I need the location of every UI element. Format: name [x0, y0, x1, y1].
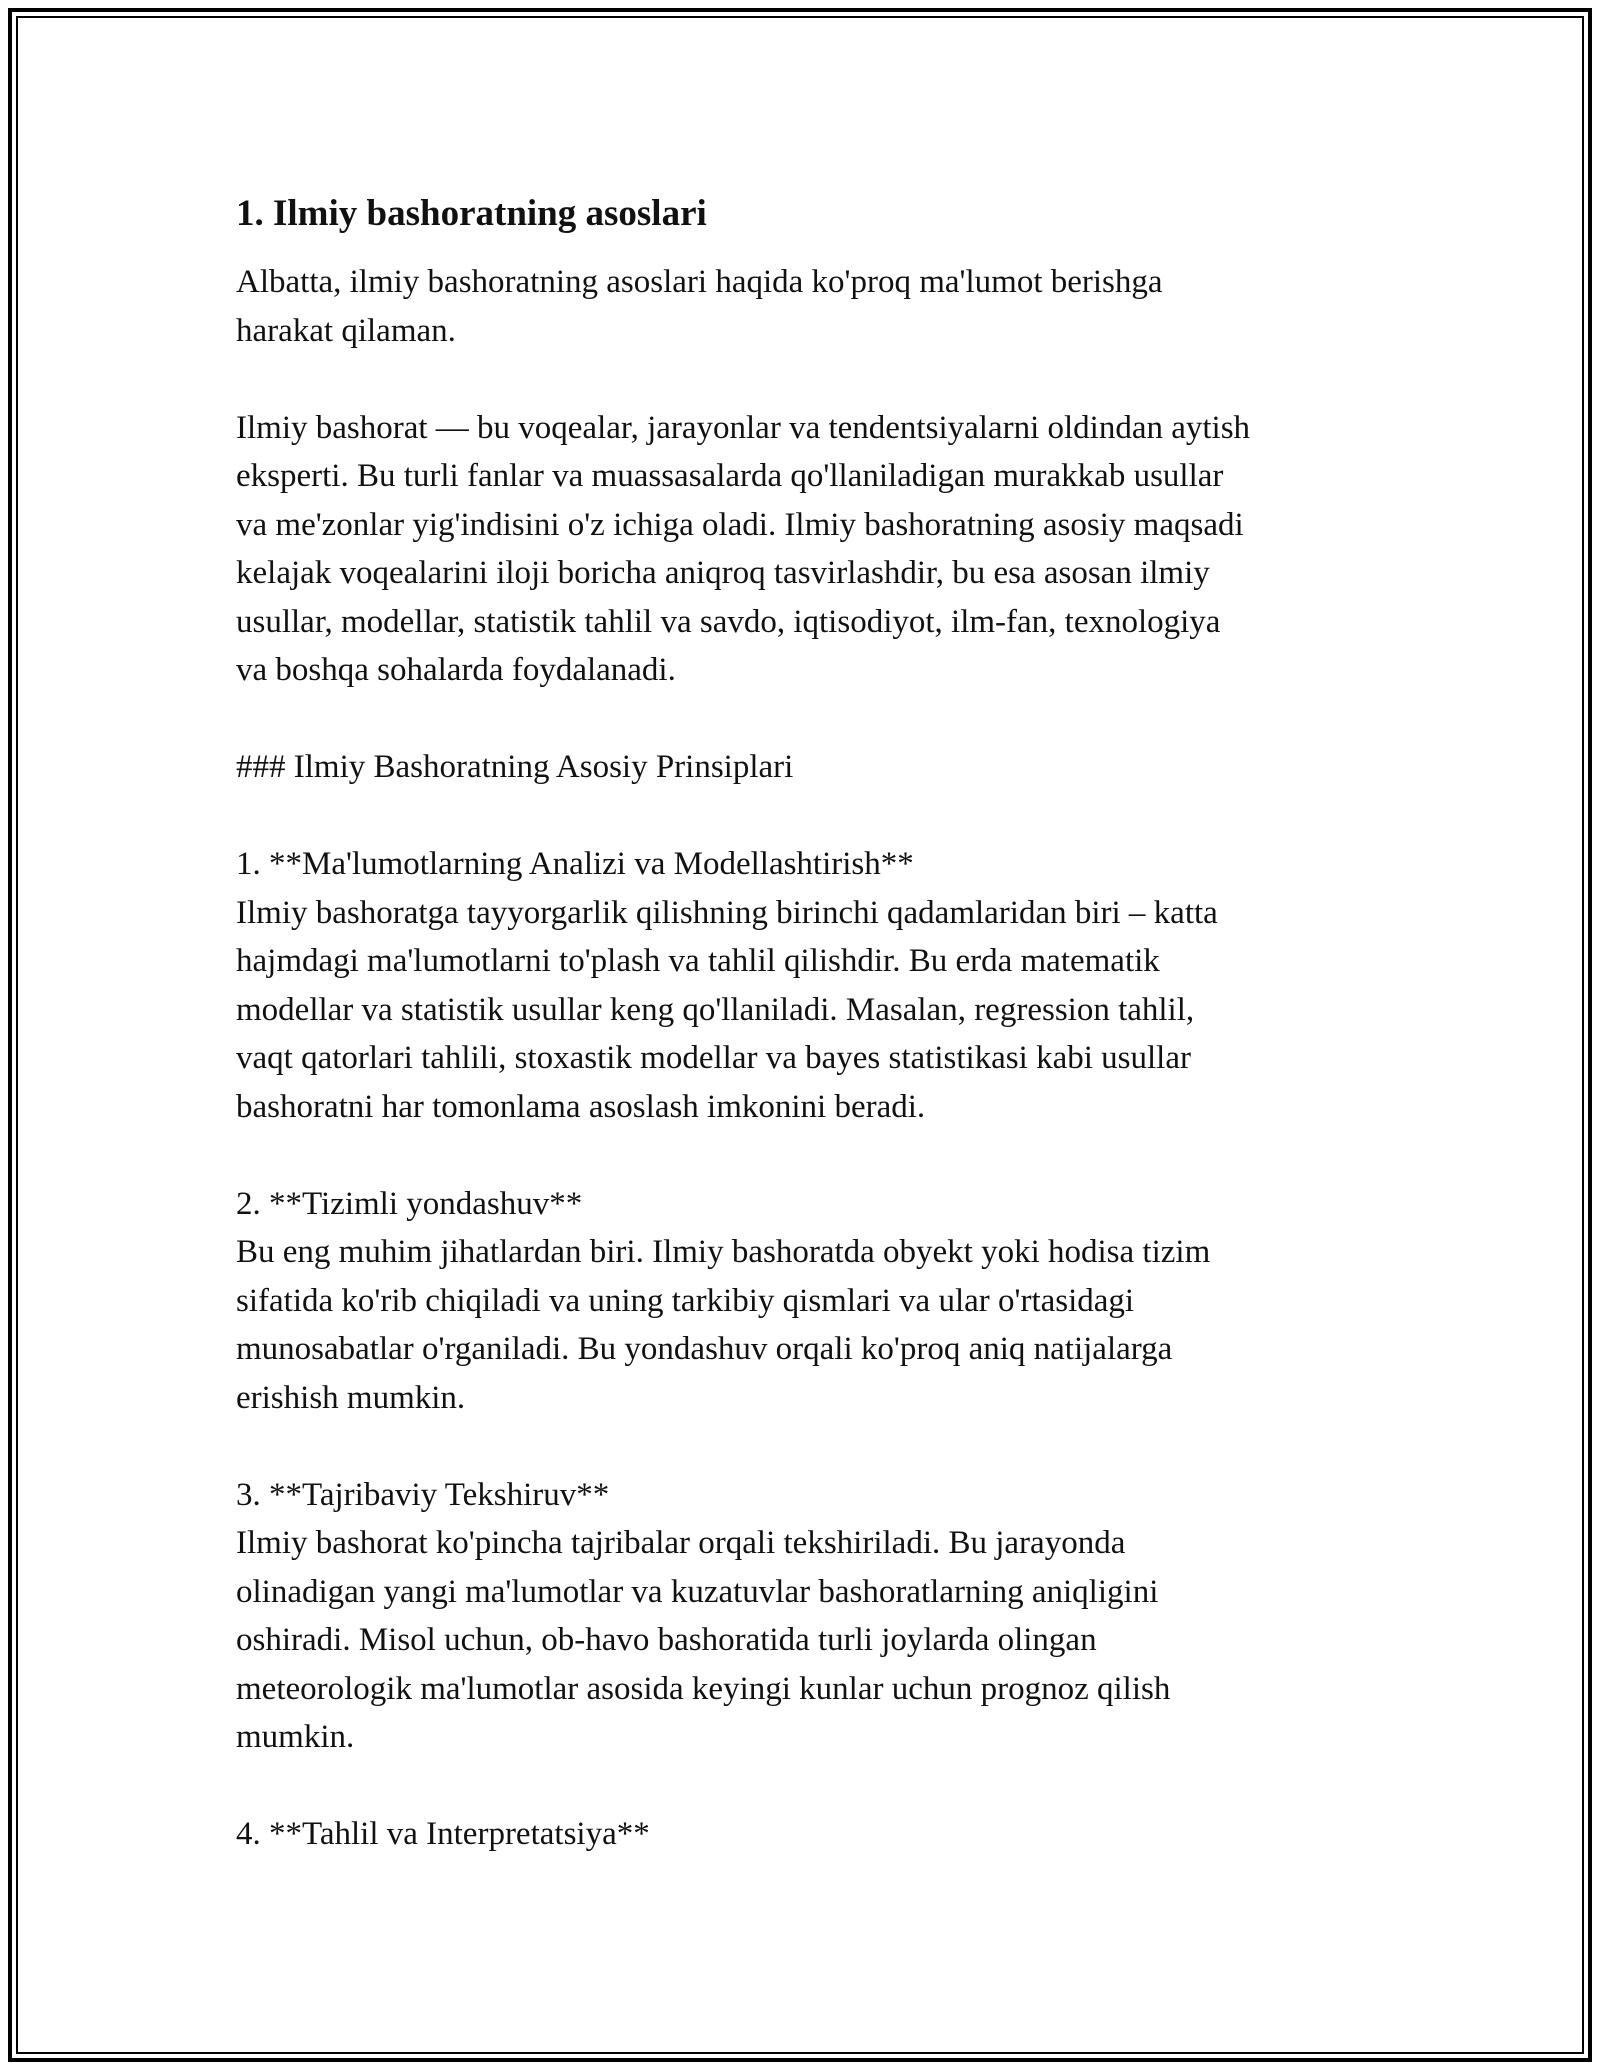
principle-3-body: Ilmiy bashorat ko'pincha tajribalar orqali tekshiriladi. Bu jarayonda olinadigan yangi ma'lumotlar va kuzatuvlar bashoratlarning aniqligini oshiradi. Misol uchun, ob-havo bashoratida turli joylarda olingan meteorologik ma'lumotlar asosida keyingi kunlar uchun prognoz qilish mumkin.: [236, 1525, 1171, 1755]
principle-4-heading: 4. **Tahlil va Interpretatsiya**: [236, 1816, 650, 1852]
definition-paragraph: Ilmiy bashorat — bu voqealar, jarayonlar va tendentsiyalarni oldindan aytish eksperti. Bu turli fanlar va muassasalarda qo'llaniladigan murakkab usullar va me'zonlar yig'indisini o'z ichiga oladi. Ilmiy bashoratning asosiy maqsadi kelajak voqealarini iloji boricha aniqroq tasvirlashdir, bu esa asosan ilmiy usullar, modellar, statistik tahlil va savdo, iqtisodiyot, ilm-fan, texnologiya va boshqa sohalarda foydalanadi.: [236, 409, 1251, 688]
document-body: [236, 186, 1376, 1859]
principle-2-body: Bu eng muhim jihatlardan biri. Ilmiy bashoratda obyekt yoki hodisa tizim sifatida ko'rib chiqiladi va uning tarkibiy qismlari va ular o'rtasidagi munosabatlar o'rganiladi. Bu yondashuv orqali ko'proq aniq natijalarga erishish mumkin.: [236, 1234, 1211, 1416]
paragraph-spacer: [236, 1422, 1376, 1471]
paragraph-spacer: [236, 355, 1376, 404]
section-heading: ### Ilmiy Bashoratning Asosiy Prinsiplari: [236, 749, 794, 785]
principle-1-body: Ilmiy bashoratga tayyorgarlik qilishning birinchi qadamlaridan biri – katta hajmdagi ma'lumotlarni to'plash va tahlil qilishdir. Bu erda matematik modellar va statistik usullar keng qo'llaniladi. Masalan, regression tahlil, vaqt qatorlari tahlili, stoxastik modellar va bayes statistikasi kabi usullar bashoratni har tomonlama asoslash imkonini beradi.: [236, 894, 1218, 1125]
document-title: 1. Ilmiy bashoratning asoslari: [236, 193, 707, 234]
paragraph-spacer: [236, 1131, 1376, 1180]
paragraph-spacer: [236, 1762, 1376, 1811]
principle-2-heading: 2. **Tizimli yondashuv**: [236, 1185, 583, 1222]
principle-3-heading: 3. **Tajribaviy Tekshiruv**: [236, 1476, 610, 1513]
principle-1-heading: 1. **Ma'lumotlarning Analizi va Modellashtirish**: [236, 846, 914, 882]
paragraph-spacer: [236, 695, 1376, 744]
paragraph-spacer: [236, 792, 1376, 841]
intro-paragraph: Albatta, ilmiy bashoratning asoslari haqida ko'proq ma'lumot berishga harakat qilaman.: [236, 264, 1163, 349]
